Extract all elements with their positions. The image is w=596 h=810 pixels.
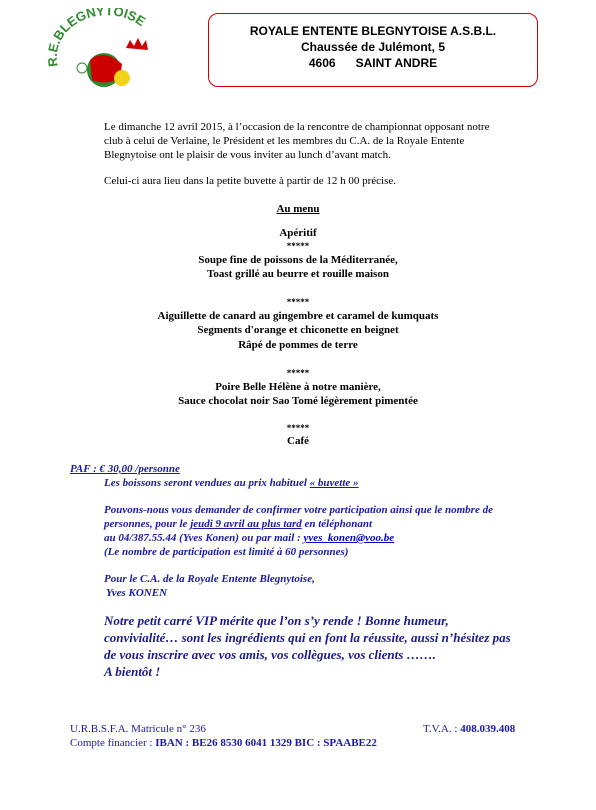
intro-paragraph <box>104 120 574 162</box>
menu-course: Soupe fine de poissons de la Méditerranée, <box>198 254 398 266</box>
menu-course: Râpé de pommes de terre <box>238 339 358 351</box>
menu-course: Poire Belle Hélène à notre manière, <box>215 381 381 393</box>
postal-code: 4606 <box>308 56 336 70</box>
city: SAINT ANDRE <box>355 56 438 70</box>
menu-course: Aiguillette de canard au gingembre et caramel de kumquats <box>157 310 439 322</box>
drinks-line: Les boissons seront vendues au prix habituel « buvette » <box>104 477 359 489</box>
menu-separator: ***** <box>286 368 310 378</box>
federation-number: U.R.B.S.F.A. Matricule n° 236 <box>70 723 206 735</box>
club-name: ROYALE ENTENTE BLEGNYTOISE A.S.B.L. <box>249 24 497 38</box>
club-address-box <box>208 13 538 87</box>
menu-course: Toast grillé au beurre et rouille maison <box>207 268 389 280</box>
menu-cafe: Café <box>287 435 309 447</box>
confirm-paragraph: Pouvons-nous vous demander de confirmer votre participation ainsi que le nombre de personnes, pour le jeudi 9 avril au plus tard en téléphonant au 04/387.55.44 (Yves Konen) ou par mail : yves_konen@voo.be (Le nombre de participation est limité à 60 personnes) <box>104 504 493 558</box>
menu-title: Au menu <box>276 203 320 215</box>
menu-separator: ***** <box>286 423 310 433</box>
vip-paragraph: Notre petit carré VIP mérite que l’on s’y rende ! Bonne humeur, convivialité… sont les ingrédients qui en font la réussite, aussi n’hésitez pas de vous inscrire avec vos amis, vos collègues, vos clients ……. A bientôt ! <box>104 613 511 679</box>
menu-course: Segments d'orange et chiconette en beignet <box>197 324 399 336</box>
club-street: Chaussée de Julémont, 5 <box>300 40 446 54</box>
club-city-line <box>209 55 537 71</box>
club-logo <box>46 8 166 88</box>
intro-line: Blegnytoise ont le plaisir de vous inviter au lunch d’avant match. <box>104 149 391 161</box>
start-time-line: Celui-ci aura lieu dans la petite buvette à partir de 12 h 00 précise. <box>104 175 396 187</box>
vat-number: T.V.A. : 408.039.408 <box>423 723 516 735</box>
logo-text: R.E.BLEGNYTOISE <box>46 8 149 68</box>
bank-account: Compte financier : IBAN : BE26 8530 6041 1329 BIC : SPAABE22 <box>70 737 377 749</box>
menu-aperitif: Apéritif <box>279 227 317 239</box>
menu-course: Sauce chocolat noir Sao Tomé légèrement pimentée <box>178 395 418 407</box>
email-link[interactable]: yves_konen@voo.be <box>303 532 395 544</box>
intro-line: Le dimanche 12 avril 2015, à l’occasion de la rencontre de championnat opposant notre <box>104 121 490 133</box>
signature: Pour le C.A. de la Royale Entente Blegnytoise, Yves KONEN <box>104 573 315 599</box>
intro-line: club à celui de Verlaine, le Président et les membres du C.A. de la Royale Entente <box>104 135 465 147</box>
menu-separator: ***** <box>286 241 310 251</box>
footer <box>70 722 570 750</box>
price-label: PAF : € 30,00 /personne <box>70 463 180 475</box>
menu-separator: ***** <box>286 297 310 307</box>
